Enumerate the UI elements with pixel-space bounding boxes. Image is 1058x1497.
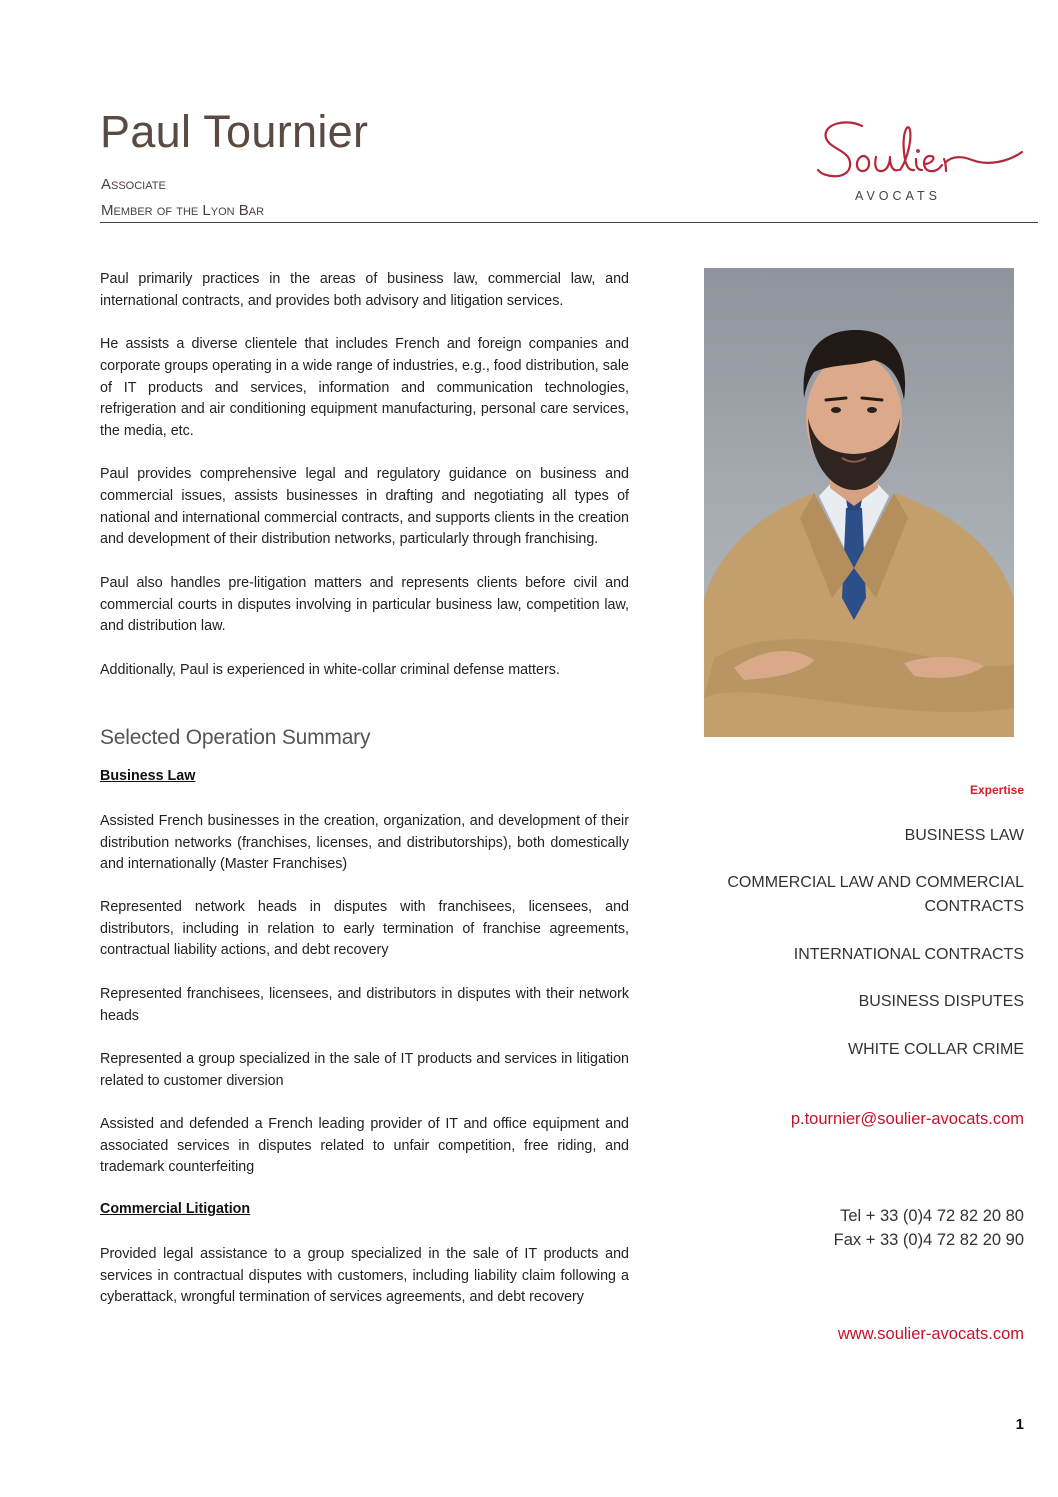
expertise-item: BUSINESS LAW <box>904 827 1024 844</box>
portrait-illustration <box>704 268 1014 737</box>
expertise-item: COMMERCIAL LAW AND COMMERCIAL CONTRACTS <box>727 874 1024 915</box>
page-number: 1 <box>1015 1416 1024 1433</box>
business-law-item <box>100 897 629 962</box>
bio-paragraph: Paul also handles pre-litigation matters and represents clients before civil and commercial courts in disputes involving in particular business law, competition law, and distribution law. <box>100 574 629 635</box>
header-divider <box>100 222 1038 223</box>
email-link[interactable]: p.tournier@soulier-avocats.com <box>790 1110 1024 1128</box>
expertise-item: WHITE COLLAR CRIME <box>847 1041 1024 1058</box>
business-law-item <box>100 1114 629 1179</box>
person-name: Paul Tournier <box>100 106 369 157</box>
bio-paragraph: Paul provides comprehensive legal and regulatory guidance on business and commercial issues, assists businesses in drafting and negotiating all types of national and international commercial contracts, and supports clients in the creation and development of their distribution networks, particularly through franchising. <box>100 466 629 548</box>
operation-text: Assisted French businesses in the creation, organization, and development of their distribution networks (franchises, licenses, and distributorships), both domestically and internationally (Master Franchises) <box>100 813 629 873</box>
role-title: Associate <box>101 176 166 193</box>
telephone-number: Tel + 33 (0)4 72 82 20 80 <box>840 1207 1024 1225</box>
bio-paragraph: Additionally, Paul is experienced in white-collar criminal defense matters. <box>100 661 560 678</box>
business-law-item <box>100 1049 629 1092</box>
bio-paragraph: He assists a diverse clientele that includes French and foreign companies and corporate groups operating in a wide range of industries, e.g., food distribution, sale of IT products and services, information and communication technologies, refrigeration and air conditioning equipment manufacturing, personal care services, the media, etc. <box>100 336 629 439</box>
commercial-litigation-heading: Commercial Litigation <box>100 1201 251 1217</box>
bio-paragraph: Paul primarily practices in the areas of business law, commercial law, and international contracts, and provides both advisory and litigation services. <box>100 271 629 309</box>
operation-text: Represented network heads in disputes with franchisees, licensees, and distributors, including in relation to early termination of franchise agreements, contractual liability actions, and debt recovery <box>100 899 629 959</box>
logo-subtitle: AVOCATS <box>855 189 941 203</box>
operation-text: Represented a group specialized in the sale of IT products and services in litigation related to customer diversion <box>100 1051 629 1089</box>
operation-text: Provided legal assistance to a group specialized in the sale of IT products and services in contractual disputes with customers, including liability claim following a cyberattack, wrongful termination of services agreements, and debt recovery <box>100 1246 629 1306</box>
commercial-litigation-item <box>100 1244 629 1309</box>
website-link[interactable]: www.soulier-avocats.com <box>837 1325 1024 1343</box>
expertise-item: BUSINESS DISPUTES <box>858 993 1024 1010</box>
operations-section-title: Selected Operation Summary <box>100 726 371 749</box>
bar-membership: Member of the Lyon Bar <box>101 202 265 219</box>
operation-text: Assisted and defended a French leading provider of IT and office equipment and associated services in disputes related to unfair competition, free riding, and trademark counterfeiting <box>100 1116 629 1176</box>
business-law-item <box>100 811 629 876</box>
biography <box>100 269 629 681</box>
business-law-heading: Business Law <box>100 768 196 784</box>
fax-number: Fax + 33 (0)4 72 82 20 90 <box>833 1231 1024 1249</box>
portrait-photo <box>704 268 1014 737</box>
expertise-item: INTERNATIONAL CONTRACTS <box>793 946 1024 963</box>
operation-text: Represented franchisees, licensees, and distributors in disputes with their network heads <box>100 986 629 1024</box>
business-law-item <box>100 984 629 1027</box>
expertise-label: Expertise <box>969 783 1024 797</box>
